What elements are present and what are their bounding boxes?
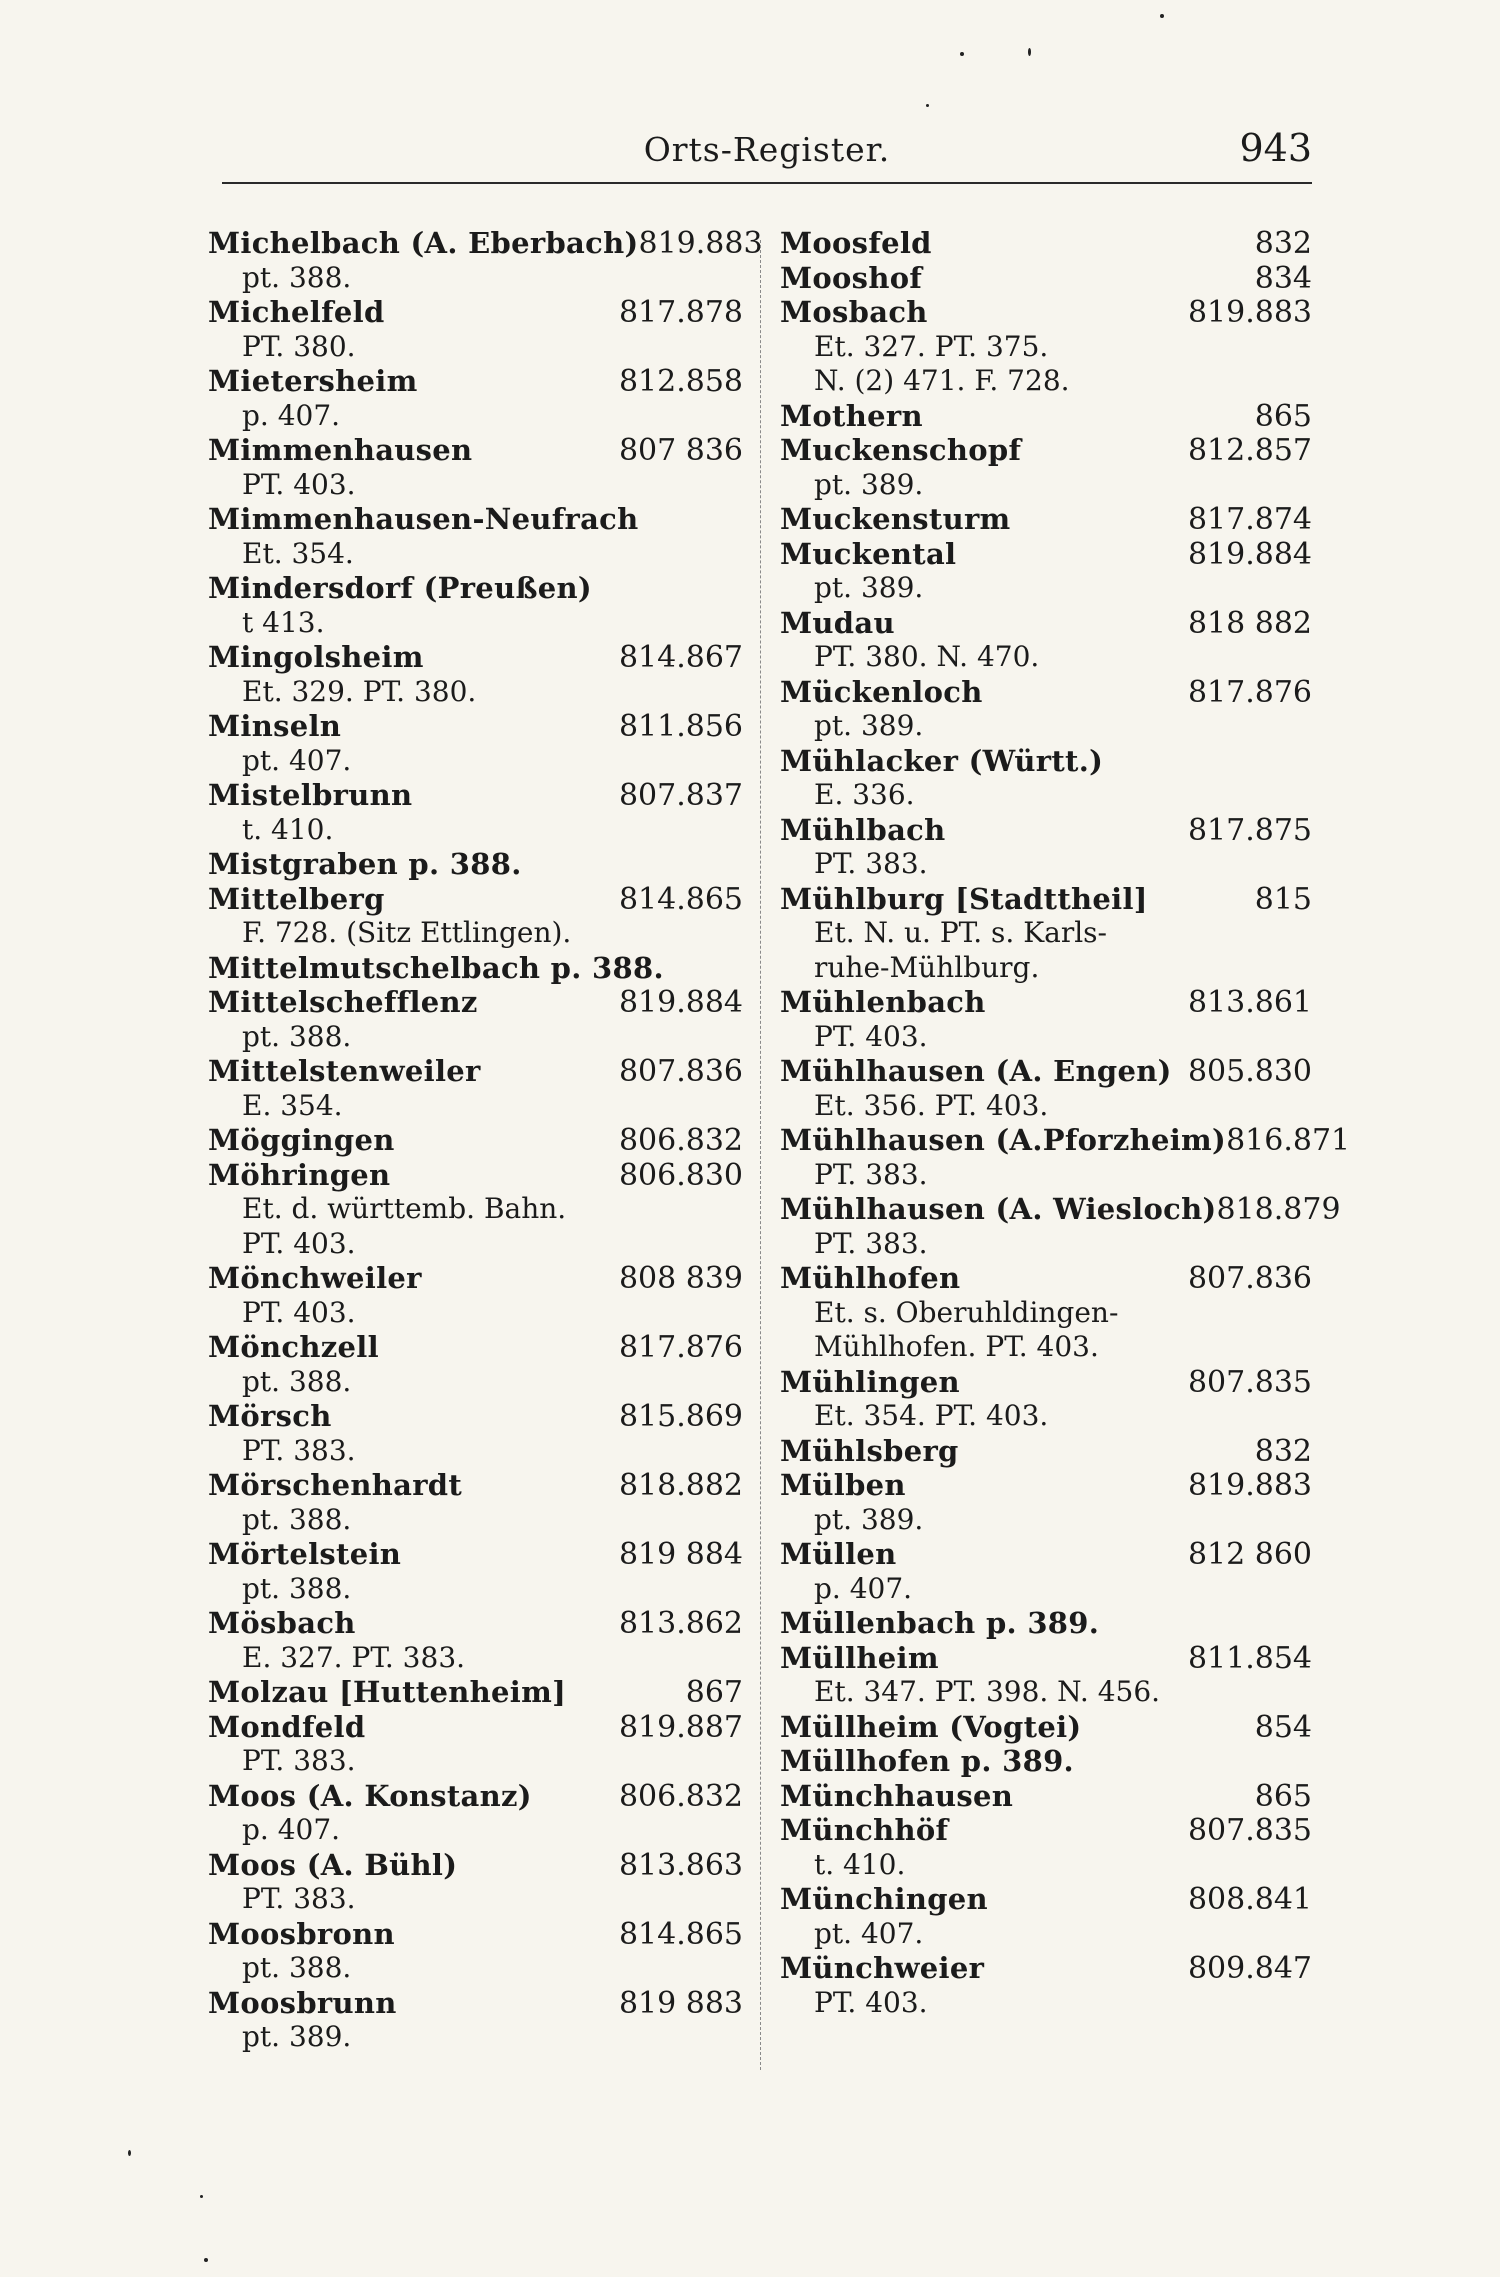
entry-detail: PT. 380. [242, 329, 356, 363]
entry-detail: PT. 383. [814, 847, 928, 880]
reference-numbers: 832 [1254, 1433, 1312, 1469]
place-name: Mörschenhardt [208, 1468, 463, 1502]
entry-headline [208, 1710, 743, 1745]
reference-numbers: 812.857 [1187, 433, 1312, 468]
register-entry [208, 1123, 743, 1158]
entry-headline [208, 1986, 743, 2021]
place-name: Mückenloch [780, 674, 983, 709]
reference-numbers: 817.878 [618, 295, 743, 330]
reference-numbers: 807.837 [618, 778, 743, 813]
register-entry [208, 985, 743, 1054]
place-name: Mühlsberg [780, 1433, 959, 1468]
reference-numbers: 807.836 [618, 1054, 743, 1089]
entry-headline [208, 1123, 743, 1158]
reference-numbers: 806.832 [618, 1123, 743, 1158]
entry-detail: t. 410. [242, 812, 334, 846]
register-entry [780, 985, 1312, 1054]
entry-headline [208, 1848, 743, 1883]
register-entry [208, 709, 743, 778]
entry-headline [780, 433, 1312, 468]
entry-detail: PT. 383. [242, 1882, 356, 1915]
entry-detail: pt. 407. [814, 1916, 924, 1950]
reference-numbers: 819.884 [1187, 536, 1312, 572]
place-name: Mühlburg [Stadttheil] [780, 881, 1148, 916]
reference-numbers: 808.841 [1187, 1882, 1312, 1917]
entry-detail: t. 410. [814, 1847, 906, 1881]
entry-headline [780, 1813, 1312, 1848]
place-name: Möhringen [208, 1157, 391, 1192]
place-name: Moosfeld [780, 226, 932, 260]
register-entry [780, 1882, 1312, 1951]
reference-numbers: 811.856 [618, 709, 743, 744]
place-name: Mühlhausen (A.Pforzheim) [780, 1123, 1227, 1157]
register-entry [780, 744, 1312, 813]
entry-headline [780, 882, 1312, 917]
entry-headline [780, 1123, 1351, 1158]
entry-detail: Et. s. Oberuhldingen- [814, 1295, 1119, 1329]
place-name: Mudau [780, 605, 895, 640]
place-name: Moosbronn [208, 1916, 395, 1951]
entry-headline [780, 1054, 1312, 1089]
register-entry [208, 364, 743, 433]
entry-headline [780, 1951, 1312, 1986]
entry-detail: pt. 389. [814, 467, 924, 501]
entry-detail: E. 327. PT. 383. [242, 1640, 466, 1674]
entry-headline [208, 1675, 743, 1710]
reference-numbers: 817.875 [1187, 812, 1312, 848]
entry-headline [208, 1606, 743, 1641]
reference-numbers: 813.861 [1187, 985, 1312, 1020]
entry-detail: Et. N. u. PT. s. Karls- [814, 916, 1107, 949]
entry-detail: Et. 354. [242, 536, 354, 570]
register-entry [780, 1365, 1312, 1434]
register-entry [208, 882, 743, 951]
reference-numbers: 819.883 [638, 226, 763, 261]
print-speck [926, 104, 929, 107]
page-number: 943 [1239, 126, 1312, 170]
place-name: Moosbrunn [208, 1985, 397, 2020]
reference-numbers: 818 882 [1187, 605, 1312, 641]
place-name: Mistelbrunn [208, 778, 413, 812]
place-name: Mühlbach [780, 812, 946, 847]
reference-numbers: 807.835 [1187, 1813, 1312, 1848]
place-name: Mothern [780, 398, 923, 433]
place-name: Müllenbach p. 389. [780, 1606, 1100, 1640]
reference-numbers: 814.867 [618, 640, 743, 675]
page-header [222, 122, 1312, 184]
reference-numbers: 815 [1254, 881, 1312, 917]
entry-headline [208, 985, 743, 1020]
register-entry [780, 1054, 1312, 1123]
header-rule [222, 182, 1312, 184]
reference-numbers: 806.832 [618, 1778, 743, 1814]
entry-detail: pt. 389. [242, 2020, 352, 2053]
register-entry [780, 1123, 1351, 1192]
register-entry [780, 261, 1312, 296]
register-entry [780, 502, 1312, 537]
place-name: Möggingen [208, 1123, 395, 1157]
entry-headline [780, 813, 1312, 848]
place-name: Mittelstenweiler [208, 1054, 481, 1088]
entry-headline [780, 1434, 1312, 1469]
reference-numbers: 805.830 [1187, 1054, 1312, 1089]
reference-numbers: 812 860 [1187, 1537, 1312, 1572]
place-name: Mönchweiler [208, 1261, 422, 1295]
entry-detail: Et. 327. PT. 375. [814, 329, 1049, 363]
reference-numbers: 817.876 [1187, 674, 1312, 710]
entry-detail: PT. 383. [242, 1433, 356, 1467]
entry-detail: pt. 407. [242, 743, 352, 777]
place-name: Michelfeld [208, 295, 385, 329]
entry-headline [208, 1158, 743, 1193]
register-entry [780, 399, 1312, 434]
entry-headline [780, 744, 1312, 779]
place-name: Münchhausen [780, 1778, 1014, 1813]
register-entry [208, 1848, 743, 1917]
register-entry [780, 1468, 1312, 1537]
place-name: Minseln [208, 709, 342, 743]
entry-headline [780, 606, 1312, 641]
entry-detail: Et. 329. PT. 380. [242, 674, 477, 708]
register-entry [208, 1710, 743, 1779]
entry-headline [208, 502, 743, 537]
place-name: Molzau [Huttenheim] [208, 1675, 567, 1709]
entry-headline [208, 778, 743, 813]
print-speck [204, 2258, 208, 2262]
register-entry [208, 1468, 743, 1537]
entry-detail: Mühlhofen. PT. 403. [814, 1330, 1099, 1363]
entry-headline [780, 1537, 1312, 1572]
entry-headline [780, 261, 1312, 296]
place-name: Muckental [780, 536, 957, 571]
entry-headline [780, 675, 1312, 710]
entry-headline [208, 433, 743, 468]
place-name: Mooshof [780, 260, 923, 295]
place-name: Mittelschefflenz [208, 985, 478, 1019]
register-entry [208, 1986, 743, 2055]
register-entry [208, 1261, 743, 1330]
register-entry [208, 1158, 743, 1262]
place-name: Münchweier [780, 1951, 985, 1985]
entry-headline [208, 951, 743, 986]
place-name: Mühlhausen (A. Engen) [780, 1054, 1172, 1088]
place-name: Mörtelstein [208, 1537, 402, 1571]
place-name: Mösbach [208, 1606, 356, 1640]
reference-numbers: 819.884 [618, 985, 743, 1020]
reference-numbers: 819.883 [1187, 295, 1312, 330]
entry-detail: F. 728. (Sitz Ettlingen). [242, 916, 572, 949]
entry-headline [780, 1641, 1312, 1676]
entry-headline [780, 985, 1312, 1020]
reference-numbers: 813.863 [618, 1847, 743, 1883]
entry-headline [780, 1468, 1312, 1503]
place-name: Mülben [780, 1468, 906, 1502]
entry-headline [780, 226, 1312, 261]
entry-detail: PT. 383. [814, 1157, 928, 1191]
entry-detail: pt. 388. [242, 1502, 352, 1536]
register-entry [208, 502, 743, 571]
entry-detail: N. (2) 471. F. 728. [814, 364, 1070, 397]
entry-detail: pt. 389. [814, 1502, 924, 1536]
print-speck [1160, 14, 1164, 18]
entry-detail: PT. 403. [814, 1019, 928, 1053]
reference-numbers: 813.862 [618, 1606, 743, 1641]
register-entry [780, 675, 1312, 744]
register-entry [208, 226, 763, 295]
reference-numbers: 814.865 [618, 1916, 743, 1952]
place-name: Münchhöf [780, 1813, 949, 1847]
entry-detail: p. 407. [242, 1813, 341, 1846]
reference-numbers: 819.887 [618, 1709, 743, 1745]
place-name: Mosbach [780, 295, 928, 329]
place-name: Mühlhausen (A. Wiesloch) [780, 1192, 1217, 1226]
register-entry [780, 1192, 1341, 1261]
entry-headline [780, 1365, 1312, 1400]
entry-detail: ruhe-Mühlburg. [814, 950, 1040, 984]
reference-numbers: 814.865 [618, 881, 743, 917]
reference-numbers: 812.858 [618, 364, 743, 399]
entry-detail: pt. 388. [242, 1019, 352, 1053]
print-speck [1028, 48, 1031, 56]
entry-headline [780, 1744, 1312, 1779]
reference-numbers: 806.830 [618, 1157, 743, 1193]
register-entry [208, 1399, 743, 1468]
entry-headline [208, 709, 743, 744]
entry-detail: pt. 388. [242, 1364, 352, 1398]
place-name: Münchingen [780, 1882, 988, 1916]
place-name: Michelbach (A. Eberbach) [208, 226, 639, 260]
print-speck [200, 2195, 203, 2198]
register-entry [208, 433, 743, 502]
entry-detail: Et. 354. PT. 403. [814, 1399, 1049, 1432]
register-entry [208, 295, 743, 364]
entry-headline [208, 847, 743, 882]
place-name: Mimmenhausen [208, 433, 473, 467]
reference-numbers: 834 [1254, 260, 1312, 296]
place-name: Mindersdorf (Preußen) [208, 571, 592, 605]
place-name: Müllen [780, 1537, 897, 1571]
reference-numbers: 815.869 [618, 1399, 743, 1434]
register-entry [780, 882, 1312, 986]
place-name: Mistgraben p. 388. [208, 847, 522, 881]
entry-headline [208, 1917, 743, 1952]
entry-detail: E. 336. [814, 778, 915, 811]
place-name: Mühlingen [780, 1364, 960, 1399]
register-entry [208, 640, 743, 709]
place-name: Mönchzell [208, 1330, 379, 1364]
register-entry [208, 1606, 743, 1675]
reference-numbers: 817.874 [1187, 502, 1312, 537]
register-entry [780, 1951, 1312, 2020]
place-name: Müllheim [780, 1640, 939, 1675]
entry-headline [208, 1261, 743, 1296]
entry-detail: PT. 383. [814, 1226, 928, 1260]
entry-headline [780, 295, 1312, 330]
entry-detail: pt. 389. [814, 571, 924, 604]
reference-numbers: 819 883 [618, 1985, 743, 2021]
entry-headline [208, 882, 743, 917]
entry-headline [780, 1606, 1312, 1641]
reference-numbers: 865 [1254, 1778, 1312, 1814]
place-name: Mimmenhausen-Neufrach [208, 502, 639, 536]
reference-numbers: 865 [1254, 398, 1312, 434]
entry-detail: Et. 347. PT. 398. N. 456. [814, 1675, 1161, 1708]
place-name: Muckenschopf [780, 433, 1022, 467]
entry-detail: PT. 403. [242, 1226, 356, 1260]
entry-detail: t 413. [242, 605, 325, 639]
reference-numbers: 867 [685, 1675, 743, 1710]
column-divider [760, 240, 761, 2070]
reference-numbers: 818.882 [618, 1468, 743, 1503]
entry-detail: pt. 388. [242, 260, 352, 294]
entry-headline [208, 1779, 743, 1814]
place-name: Müllheim (Vogtei) [780, 1709, 1082, 1744]
place-name: Muckensturm [780, 502, 1011, 536]
register-entry [780, 1434, 1312, 1469]
register-entry [208, 1330, 743, 1399]
register-entry [780, 1537, 1312, 1606]
register-entry [780, 1261, 1312, 1365]
entry-headline [208, 295, 743, 330]
reference-numbers: 832 [1254, 226, 1312, 261]
entry-headline [780, 502, 1312, 537]
reference-numbers: 807 836 [618, 433, 743, 468]
reference-numbers: 816.871 [1226, 1123, 1351, 1158]
entry-detail: PT. 403. [814, 1985, 928, 2019]
register-entry [208, 1675, 743, 1710]
entry-headline [208, 226, 763, 261]
place-name: Moos (A. Bühl) [208, 1847, 458, 1882]
entry-headline [780, 1261, 1312, 1296]
entry-detail: pt. 389. [814, 709, 924, 742]
place-name: Moos (A. Konstanz) [208, 1778, 532, 1813]
entry-headline [208, 1468, 743, 1503]
place-name: Mingolsheim [208, 640, 424, 674]
register-entry [780, 813, 1312, 882]
register-entry [780, 1606, 1312, 1641]
place-name: Mietersheim [208, 364, 418, 398]
print-speck [960, 52, 964, 56]
entry-detail: Et. 356. PT. 403. [814, 1088, 1049, 1122]
reference-numbers: 807.835 [1187, 1364, 1312, 1400]
entry-headline [208, 364, 743, 399]
register-entry [208, 1537, 743, 1606]
register-entry [780, 1813, 1312, 1882]
register-entry [780, 226, 1312, 261]
reference-numbers: 809.847 [1187, 1951, 1312, 1986]
place-name: Mondfeld [208, 1709, 366, 1744]
register-entry [780, 1641, 1312, 1710]
register-entry [780, 1779, 1312, 1814]
entry-detail: p. 407. [814, 1571, 913, 1605]
entry-detail: p. 407. [242, 398, 341, 432]
place-name: Mörsch [208, 1399, 332, 1433]
place-name: Mühlenbach [780, 985, 986, 1019]
register-entry [208, 951, 743, 986]
entry-headline [208, 640, 743, 675]
register-entry [780, 606, 1312, 675]
register-entry [208, 1779, 743, 1848]
entry-detail: E. 354. [242, 1088, 343, 1122]
register-entry [780, 433, 1312, 502]
place-name: Mittelmutschelbach p. 388. [208, 950, 664, 985]
register-entry [780, 1710, 1312, 1745]
entry-headline [208, 1330, 743, 1365]
entry-headline [780, 1779, 1312, 1814]
register-entry [780, 537, 1312, 606]
entry-headline [780, 399, 1312, 434]
entry-headline [780, 1882, 1312, 1917]
entry-detail: pt. 388. [242, 1951, 352, 1984]
entry-detail: PT. 403. [242, 1295, 356, 1329]
place-name: Müllhofen p. 389. [780, 1744, 1074, 1778]
reference-numbers: 808 839 [618, 1261, 743, 1296]
entry-headline [780, 537, 1312, 572]
register-entry [780, 1744, 1312, 1779]
place-name: Mühlacker (Württ.) [780, 743, 1104, 778]
entry-detail: pt. 388. [242, 1571, 352, 1605]
entry-headline [780, 1192, 1341, 1227]
register-entry [208, 778, 743, 847]
print-speck [128, 2150, 131, 2156]
reference-numbers: 819 884 [618, 1537, 743, 1572]
reference-numbers: 818.879 [1216, 1192, 1341, 1227]
reference-numbers: 807.836 [1187, 1261, 1312, 1296]
entry-headline [208, 1054, 743, 1089]
page-title: Orts-Register. [643, 130, 891, 169]
entry-headline [208, 571, 743, 606]
place-name: Mittelberg [208, 881, 385, 916]
register-entry [208, 847, 743, 882]
entry-detail: Et. d. württemb. Bahn. [242, 1192, 567, 1225]
left-column [208, 226, 763, 2055]
register-entry [208, 1917, 743, 1986]
entry-detail: PT. 380. N. 470. [814, 640, 1040, 673]
entry-detail: PT. 403. [242, 467, 356, 501]
register-entry [780, 295, 1312, 399]
entry-detail: PT. 383. [242, 1744, 356, 1777]
entry-headline [208, 1399, 743, 1434]
right-column [780, 226, 1351, 2020]
place-name: Mühlhofen [780, 1261, 961, 1295]
reference-numbers: 819.883 [1187, 1468, 1312, 1503]
register-entry [208, 571, 743, 640]
reference-numbers: 854 [1254, 1709, 1312, 1745]
register-entry [208, 1054, 743, 1123]
entry-headline [208, 1537, 743, 1572]
reference-numbers: 811.854 [1187, 1640, 1312, 1676]
entry-headline [780, 1710, 1312, 1745]
reference-numbers: 817.876 [618, 1330, 743, 1365]
